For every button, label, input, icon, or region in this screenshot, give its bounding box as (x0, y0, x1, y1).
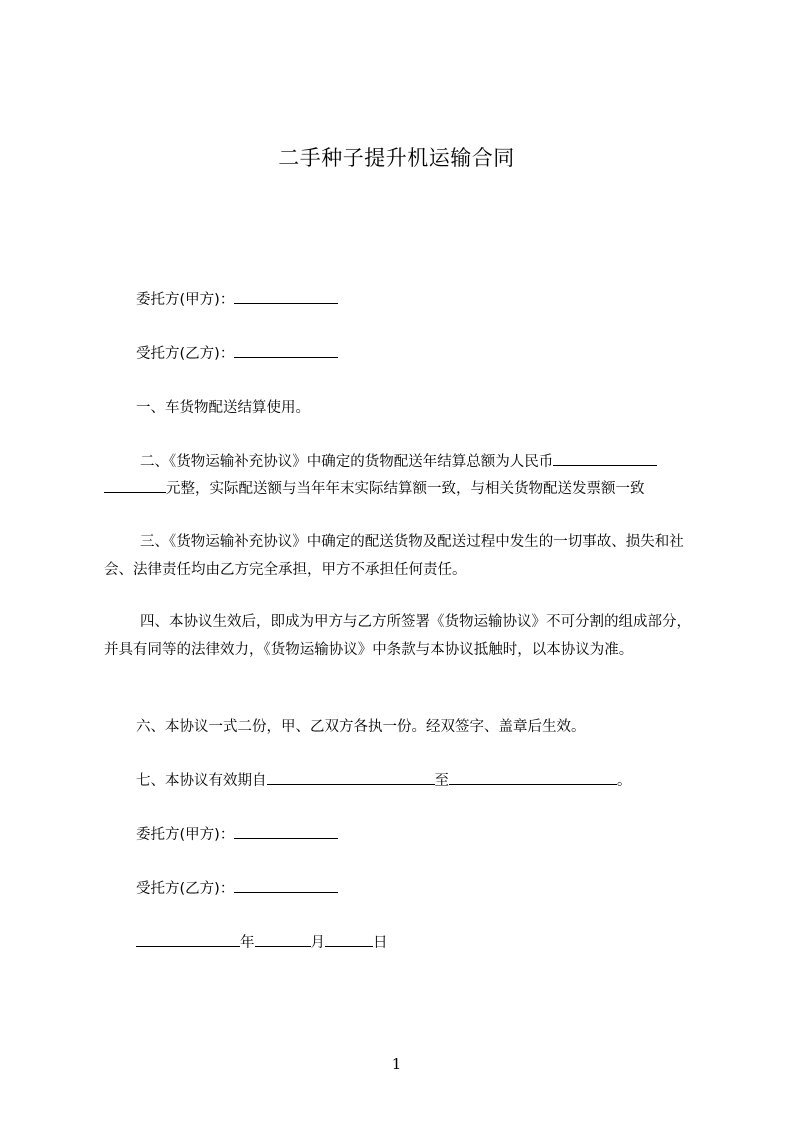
clause-6: 六、本协议一式二份，甲、乙双方各执一份。经双签字、盖章后生效。 (136, 719, 586, 735)
sign-party-b-line (136, 875, 338, 903)
page-number: 1 (391, 1055, 402, 1073)
end-date-blank[interactable] (449, 770, 617, 785)
clause-7-to: 至 (434, 773, 449, 789)
clause-3: 三、《货物运输补充协议》中确定的配送货物及配送过程中发生的一切事故、损失和社会、法律责任均由乙方完全承担，甲方不承担任何责任。 (104, 534, 684, 578)
year-blank[interactable] (136, 932, 240, 947)
party-b-blank[interactable] (234, 343, 338, 358)
clause-1: 一、车货物配送结算使用。 (136, 400, 310, 416)
clause-2-text-2: 元整，实际配送额与当年年末实际结算额一致，与相关货物配送发票额一致 (166, 481, 645, 497)
document-title: 二手种子提升机运输合同 (278, 146, 515, 170)
clause-7-end: 。 (617, 773, 632, 789)
party-a-blank[interactable] (234, 289, 338, 304)
year-label: 年 (240, 935, 255, 951)
date-line (136, 929, 388, 957)
sign-party-b-blank[interactable] (234, 878, 338, 893)
month-blank[interactable] (255, 932, 311, 947)
month-label: 月 (310, 935, 325, 951)
amount-blank-1[interactable] (553, 451, 657, 466)
clause-2-line-1 (140, 448, 657, 476)
clause-2-line-2 (104, 475, 645, 503)
party-b-label: 受托方(乙方)： (136, 346, 235, 362)
clause-2-text-1: 二、《货物运输补充协议》中确定的货物配送年结算总额为人民币 (140, 454, 554, 470)
amount-blank-2[interactable] (104, 478, 166, 493)
clause-4: 四、本协议生效后，即成为甲方与乙方所签署《货物运输协议》不可分割的组成部分，并具有同等的法律效力，《货物运输协议》中条款与本协议抵触时，以本协议为准。 (104, 614, 691, 658)
day-blank[interactable] (325, 932, 373, 947)
sign-party-a-line (136, 821, 338, 849)
clause-7 (136, 767, 632, 795)
sign-party-a-label: 委托方(甲方)： (136, 827, 235, 843)
party-a-line (136, 286, 338, 314)
start-date-blank[interactable] (267, 770, 435, 785)
party-b-line (136, 340, 338, 368)
clause-7-prefix: 七、本协议有效期自 (136, 773, 267, 789)
day-label: 日 (373, 935, 388, 951)
sign-party-a-blank[interactable] (234, 824, 338, 839)
party-a-label: 委托方(甲方)： (136, 292, 235, 308)
sign-party-b-label: 受托方(乙方)： (136, 881, 235, 897)
